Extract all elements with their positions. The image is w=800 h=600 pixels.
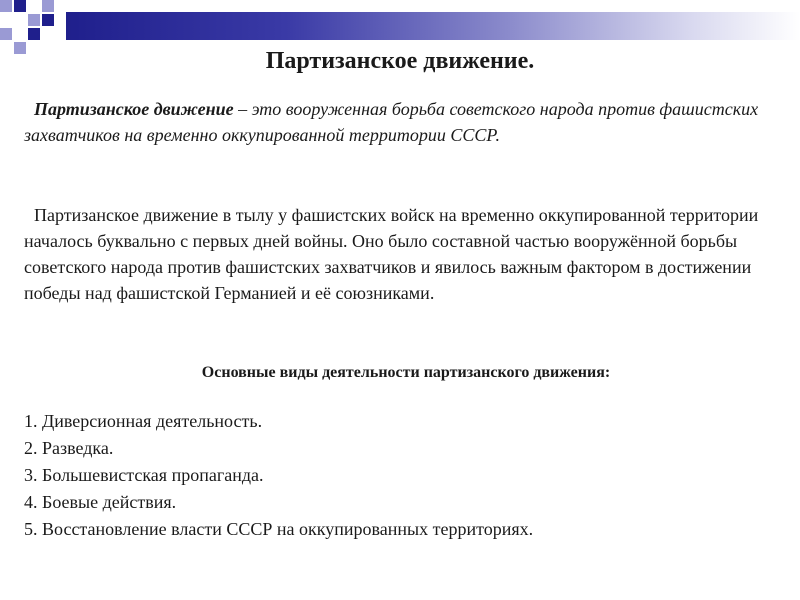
definition-paragraph xyxy=(24,96,784,148)
definition-term: Партизанское движение xyxy=(34,99,234,119)
list-item: 2. Разведка. xyxy=(24,438,114,458)
definition-text: – это вооруженная борьба советского народа против фашистских захватчиков на временно оккупированной территории СССР. xyxy=(24,99,759,145)
activities-heading: Основные виды деятельности партизанского движения: xyxy=(201,364,611,381)
decor-square xyxy=(42,0,54,12)
list-item: 1. Диверсионная деятельность. xyxy=(24,411,263,431)
activities-list xyxy=(24,408,784,543)
page-title: Партизанское движение. xyxy=(265,48,535,74)
list-item: 5. Восстановление власти СССР на оккупированных территориях. xyxy=(24,519,534,539)
header-gradient-band xyxy=(66,12,800,40)
list-item: 4. Боевые действия. xyxy=(24,492,177,512)
list-item: 3. Большевистская пропаганда. xyxy=(24,465,264,485)
history-paragraph: Партизанское движение в тылу у фашистских войск на временно оккупированной территории началось буквально с первых дней войны. Оно было составной частью вооружённой борьбы советского народа против фашистских захватчиков и явилось важным фактором в достижении победы над фашистской Германией и её союзниками. xyxy=(24,205,759,303)
decor-square xyxy=(0,28,12,40)
decor-square xyxy=(14,0,26,12)
decor-square xyxy=(0,0,12,12)
decor-square xyxy=(28,28,40,40)
decor-square xyxy=(42,14,54,26)
decor-square xyxy=(28,14,40,26)
